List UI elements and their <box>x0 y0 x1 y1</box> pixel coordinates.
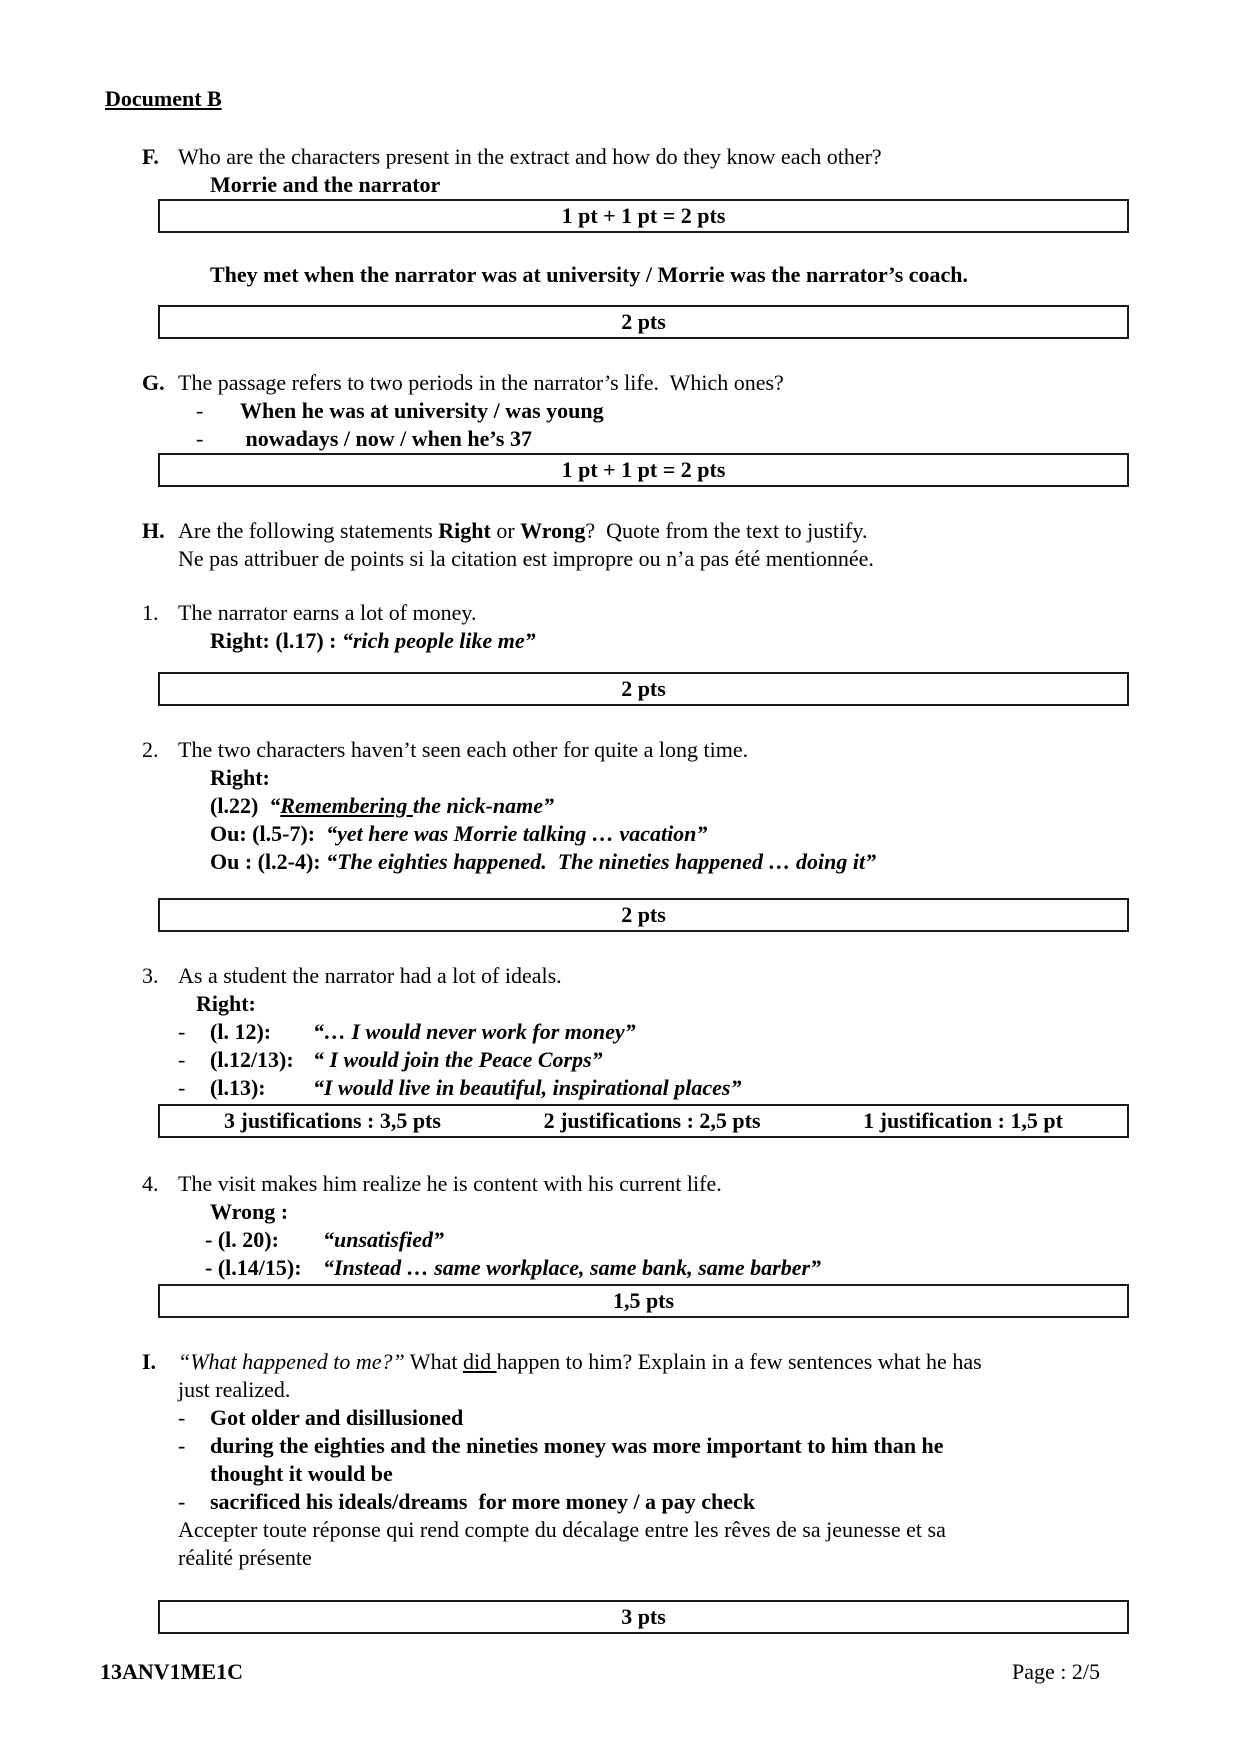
points-box-f1: 1 pt + 1 pt = 2 pts <box>158 199 1129 233</box>
question-g <box>142 369 1240 397</box>
dash: - <box>196 426 204 451</box>
statement-1-text: The narrator earns a lot of money. <box>178 600 477 625</box>
points-box-3-part-1: 3 justifications : 3,5 pts <box>224 1108 441 1133</box>
answer-g-bullet-2: - nowadays / now / when he’s 37 <box>196 426 532 451</box>
question-i-quote: “What happened to me?” <box>178 1349 405 1374</box>
statement-2-num: 2. <box>142 737 159 762</box>
dash: - <box>178 1075 186 1100</box>
statement-4-num: 4. <box>142 1171 159 1196</box>
question-h-label: H. <box>142 518 165 543</box>
answer-2-line-2: Ou: (l.5-7): “yet here was Morrie talking … vacation” <box>210 821 708 846</box>
answer-2-underlined-quote: Remembering <box>280 793 413 818</box>
question-f-text: Who are the characters present in the extract and how do they know each other? <box>178 144 882 169</box>
statement-2 <box>142 736 1240 764</box>
question-h-mid: or <box>490 518 521 543</box>
answer-1: Right: (l.17) : “rich people like me” <box>210 628 536 653</box>
answer-3-verdict: Right: <box>196 991 256 1016</box>
question-g-text: The passage refers to two periods in the narrator’s life. Which ones? <box>178 370 784 395</box>
points-box-i: 3 pts <box>158 1600 1129 1634</box>
points-box-4: 1,5 pts <box>158 1284 1129 1318</box>
question-i-label: I. <box>142 1349 157 1374</box>
answer-i-bullet-1: - Got older and disillusioned <box>178 1405 464 1430</box>
answer-3-justification-3: - (l.13): “I would live in beautiful, inspirational places” <box>178 1075 742 1100</box>
answer-2-line-3: Ou : (l.2-4): “The eighties happened. The nineties happened … doing it” <box>210 849 877 874</box>
doc-title: Document B <box>105 86 222 111</box>
answer-4-line-1: - (l. 20): “unsatisfied” <box>205 1227 445 1252</box>
points-box-f2: 2 pts <box>158 305 1129 339</box>
footer-exam-code: 13ANV1ME1C <box>100 1659 243 1684</box>
dash: - <box>178 1405 186 1430</box>
question-h-right: Right <box>438 518 491 543</box>
question-h <box>142 517 1240 573</box>
question-i: I. “What happened to me?” What did happen to him? Explain in a few sentences what he has just realized. <box>178 1348 1240 1404</box>
statement-4-text: The visit makes him realize he is content with his current life. <box>178 1171 722 1196</box>
answer-4-line-2: - (l.14/15): “Instead … same workplace, same bank, same barber” <box>205 1255 822 1280</box>
answer-2-line-1: (l.22) “Remembering the nick-name” <box>210 793 555 818</box>
question-g-label: G. <box>142 370 165 395</box>
question-f <box>142 143 1240 171</box>
answer-f-characters: Morrie and the narrator <box>210 172 441 197</box>
answer-3-justification-2: - (l.12/13): “ I would join the Peace Corps” <box>178 1047 603 1072</box>
question-h-wrong: Wrong <box>520 518 586 543</box>
question-i-did: did <box>462 1349 497 1374</box>
points-box-1: 2 pts <box>158 672 1129 706</box>
footer-page-number: Page : 2/5 <box>1012 1659 1100 1684</box>
question-h-post: ? Quote from the text to justify. <box>585 518 868 543</box>
points-box-3 <box>158 1104 1129 1138</box>
statement-3 <box>142 962 1240 990</box>
points-box-g: 1 pt + 1 pt = 2 pts <box>158 453 1129 487</box>
answer-1-quote: “rich people like me” <box>341 628 536 653</box>
question-h-note-fr: Ne pas attribuer de points si la citation est impropre ou n’a pas été mentionnée. <box>178 546 874 571</box>
page-footer <box>100 1658 1100 1686</box>
dash: - <box>178 1019 186 1044</box>
statement-3-text: As a student the narrator had a lot of ideals. <box>178 963 562 988</box>
answer-3-justification-1: - (l. 12): “… I would never work for money” <box>178 1019 636 1044</box>
dash: - <box>178 1047 186 1072</box>
statement-1 <box>142 599 1240 627</box>
note-i-fr: Accepter toute réponse qui rend compte du décalage entre les rêves de sa jeunesse et sa réalité présente <box>178 1517 946 1570</box>
answer-f-relationship: They met when the narrator was at university / Morrie was the narrator’s coach. <box>210 262 969 287</box>
statement-2-text: The two characters haven’t seen each other for quite a long time. <box>178 737 749 762</box>
answer-i-bullet-2: - during the eighties and the nineties money was more important to him than he thought it would be <box>178 1433 944 1486</box>
statement-1-num: 1. <box>142 600 159 625</box>
points-box-3-part-3: 1 justification : 1,5 pt <box>863 1108 1063 1133</box>
dash: - <box>178 1433 186 1458</box>
points-box-2: 2 pts <box>158 898 1129 932</box>
question-h-pre: Are the following statements <box>178 518 439 543</box>
answer-2-verdict: Right: <box>210 765 270 790</box>
answer-g-bullet-1: - When he was at university / was young <box>196 398 604 423</box>
question-f-label: F. <box>142 144 159 169</box>
statement-3-num: 3. <box>142 963 159 988</box>
statement-4 <box>142 1170 1240 1198</box>
answer-i-bullet-3: - sacrificed his ideals/dreams for more money / a pay check <box>178 1489 756 1514</box>
answer-4-verdict: Wrong : <box>210 1199 289 1224</box>
dash: - <box>178 1489 186 1514</box>
points-box-3-part-2: 2 justifications : 2,5 pts <box>543 1108 761 1133</box>
question-i-line-2: just realized. <box>178 1377 291 1402</box>
dash: - <box>196 398 204 423</box>
